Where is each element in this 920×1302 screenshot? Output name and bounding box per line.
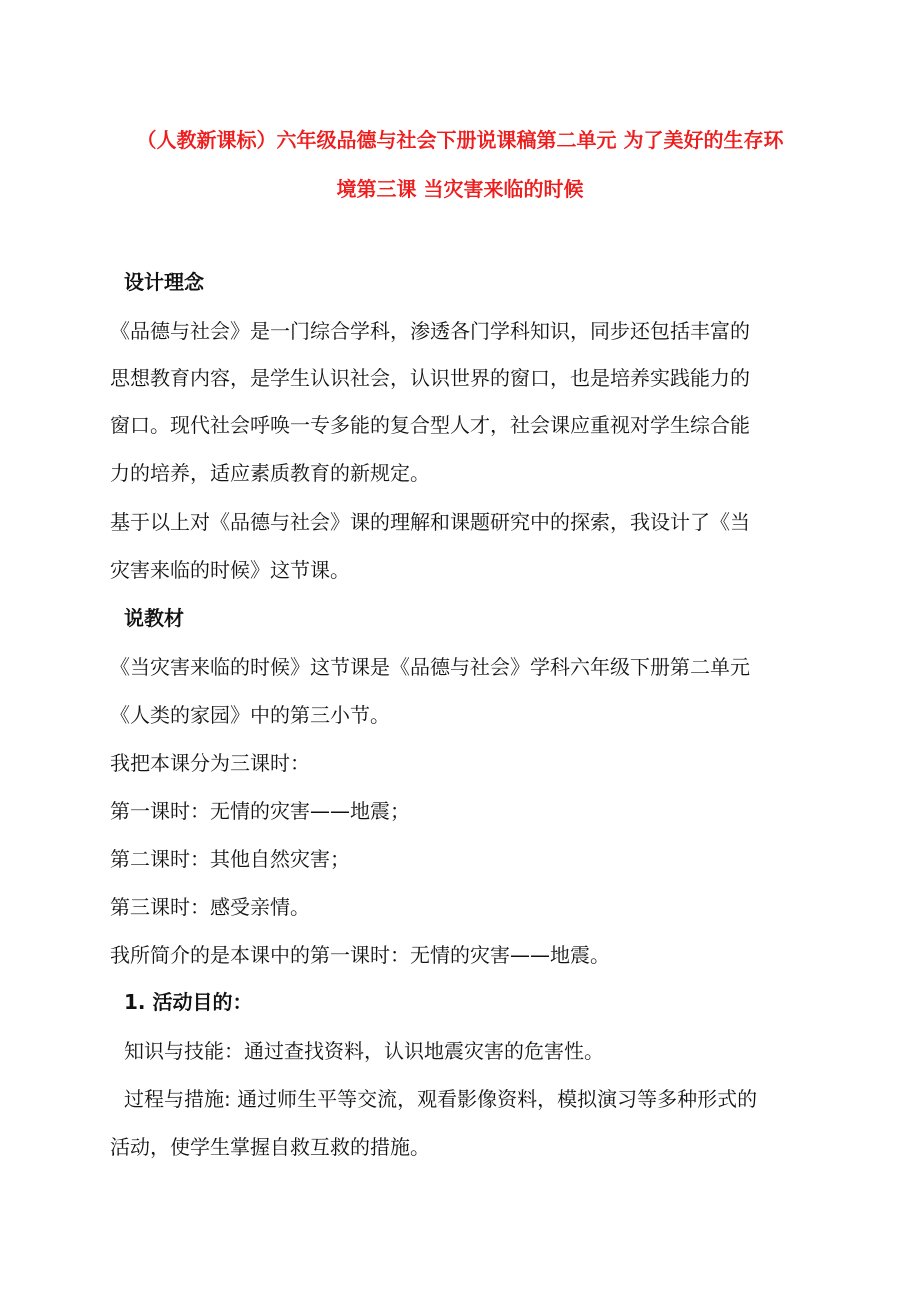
paragraph-line: 基于以上对《品德与社会》课的理解和课题研究中的探索，我设计了《当 [110, 510, 750, 534]
paragraph-line: 我把本课分为三课时： [110, 751, 310, 775]
paragraph-line: 思想教育内容，是学生认识社会，认识世界的窗口，也是培养实践能力的 [110, 366, 750, 390]
lesson-item-2: 第二课时：其他自然灾害； [110, 847, 350, 871]
paragraph-line: 《品德与社会》是一门综合学科，渗透各门学科知识，同步还包括丰富的 [110, 319, 750, 343]
paragraph-line: 力的培养，适应素质教育的新规定。 [110, 461, 430, 485]
goal-process: 过程与措施: 通过师生平等交流，观看影像资料，模拟演习等多种形式的 [124, 1087, 758, 1111]
paragraph-line: 窗口。现代社会呼唤一专多能的复合型人才，社会课应重视对学生综合能 [110, 413, 750, 437]
section-heading-textbook: 说教材 [124, 606, 184, 630]
section-heading-design: 设计理念 [124, 270, 204, 294]
document-title-line-1: （人教新课标）六年级品德与社会下册说课稿第二单元 为了美好的生存环 [136, 128, 784, 152]
paragraph-line: 我所简介的是本课中的第一课时：无情的灾害——地震。 [110, 943, 610, 967]
lesson-item-1: 第一课时：无情的灾害——地震； [110, 799, 410, 823]
goal-knowledge: 知识与技能：通过查找资料，认识地震灾害的危害性。 [124, 1039, 604, 1063]
paragraph-line: 活动，使学生掌握自救互救的措施。 [110, 1135, 430, 1159]
paragraph-line: 灾害来临的时候》这节课。 [110, 558, 350, 582]
document-title-line-2: 境第三课 当灾害来临的时候 [336, 177, 584, 201]
paragraph-line: 《当灾害来临的时候》这节课是《品德与社会》学科六年级下册第二单元 [110, 655, 750, 679]
paragraph-line: 《人类的家园》中的第三小节。 [110, 703, 390, 727]
lesson-item-3: 第三课时：感受亲情。 [110, 895, 310, 919]
section-heading-goals: 1. 活动目的： [124, 990, 253, 1014]
